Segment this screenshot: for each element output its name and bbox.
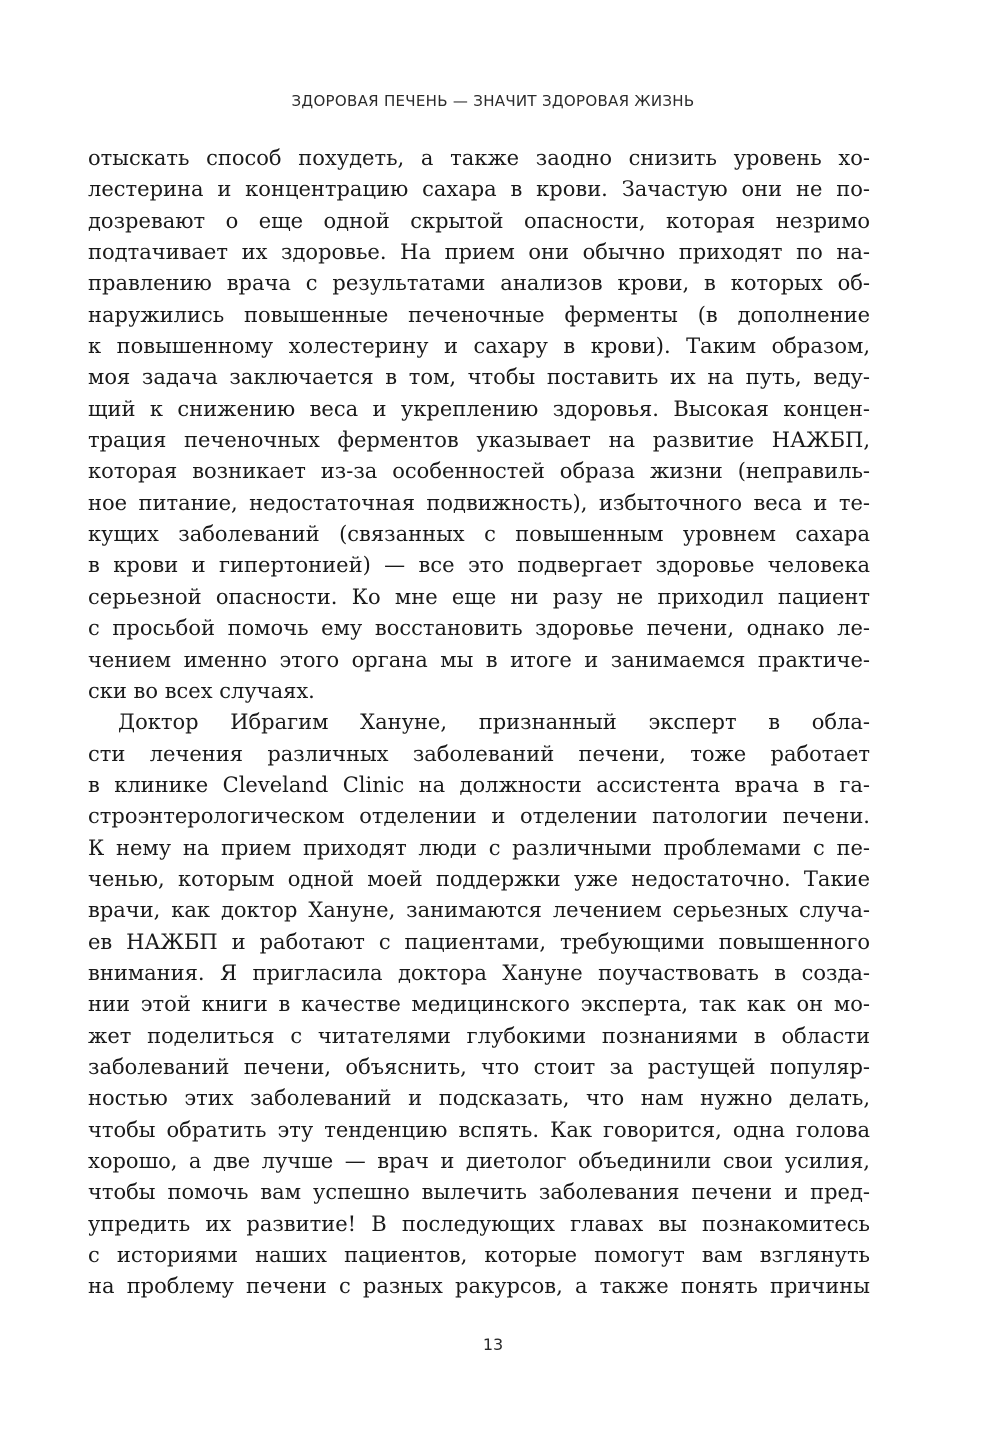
text-line: жет поделиться с читателями глубокими познаниями в области <box>88 1023 870 1048</box>
text-line: хорошо, а две лучше — врач и диетолог объединили свои усилия, <box>88 1149 870 1173</box>
text-line: нии этой книги в качестве медицинского эксперта, так как он мо- <box>88 992 870 1017</box>
text-line: кущих заболеваний (связанных с повышенным уровнем сахара <box>88 522 870 547</box>
text-line: К нему на прием приходят люди с различными проблемами с пе- <box>88 835 870 860</box>
text-line: правлению врача с результатами анализов крови, в которых об- <box>88 271 870 296</box>
text-line: моя задача заключается в том, чтобы поставить их на путь, веду- <box>88 365 870 390</box>
text-line: чтобы помочь вам успешно вылечить заболевания печени и пред- <box>88 1180 870 1205</box>
text-line: отыскать способ похудеть, а также заодно снизить уровень хо- <box>88 146 870 170</box>
text-line: в клинике Cleveland Clinic на должности ассистента врача в га- <box>88 772 870 797</box>
text-line: в крови и гипертонией) — все это подвергает здоровье человека <box>88 553 870 578</box>
text-line: Доктор Ибрагим Хануне, признанный эксперт в обла- <box>118 710 870 735</box>
body-text <box>88 143 870 1303</box>
text-line: заболеваний печени, объяснить, что стоит за растущей популяр- <box>88 1054 870 1079</box>
text-line: ченью, которым одной моей поддержки уже недостаточно. Такие <box>88 866 870 891</box>
text-line: врачи, как доктор Хануне, занимаются лечением серьезных случа- <box>88 898 870 923</box>
text-line: серьезной опасности. Ко мне еще ни разу не приходил пациент <box>88 584 870 609</box>
text-line: к повышенному холестерину и сахару в крови). Таким образом, <box>88 334 870 359</box>
text-line: трация печеночных ферментов указывает на развитие НАЖБП, <box>88 428 870 453</box>
text-line: чтобы обратить эту тенденцию вспять. Как говорится, одна голова <box>88 1117 870 1142</box>
text-line: наружились повышенные печеночные ферменты (в дополнение <box>88 302 870 327</box>
text-line: с просьбой помочь ему восстановить здоровье печени, однако ле- <box>88 616 870 641</box>
text-line: ностью этих заболеваний и подсказать, что нам нужно делать, <box>88 1086 870 1111</box>
text-line: на проблему печени с разных ракурсов, а также понять причины <box>88 1274 870 1299</box>
text-line: с историями наших пациентов, которые помогут вам взглянуть <box>88 1243 870 1268</box>
text-line: упредить их развитие! В последующих главах вы познакомитесь <box>88 1211 870 1236</box>
text-line: ев НАЖБП и работают с пациентами, требующими повышенного <box>88 929 870 954</box>
text-line: строэнтерологическом отделении и отделении патологии печени. <box>88 804 870 829</box>
text-line: лестерина и концентрацию сахара в крови. Зачастую они не по- <box>88 177 870 202</box>
page-number: 13 <box>482 1335 504 1354</box>
text-line: ски во всех случаях. <box>88 678 315 703</box>
text-line: ное питание, недостаточная подвижность), избыточного веса и те- <box>88 490 870 515</box>
text-line: внимания. Я пригласила доктора Хануне поучаствовать в созда- <box>88 960 870 985</box>
text-line: чением именно этого органа мы в итоге и занимаемся практиче- <box>88 647 870 672</box>
text-line: сти лечения различных заболеваний печени, тоже работает <box>88 741 870 766</box>
text-line: щий к снижению веса и укреплению здоровья. Высокая концен- <box>88 396 870 421</box>
text-line: дозревают о еще одной скрытой опасности, которая незримо <box>88 208 870 233</box>
text-line: подтачивает их здоровье. На прием они обычно приходят по на- <box>88 240 870 265</box>
running-header: ЗДОРОВАЯ ПЕЧЕНЬ — ЗНАЧИТ ЗДОРОВАЯ ЖИЗНЬ <box>291 92 695 110</box>
text-line: которая возникает из-за особенностей образа жизни (неправиль- <box>88 459 870 484</box>
